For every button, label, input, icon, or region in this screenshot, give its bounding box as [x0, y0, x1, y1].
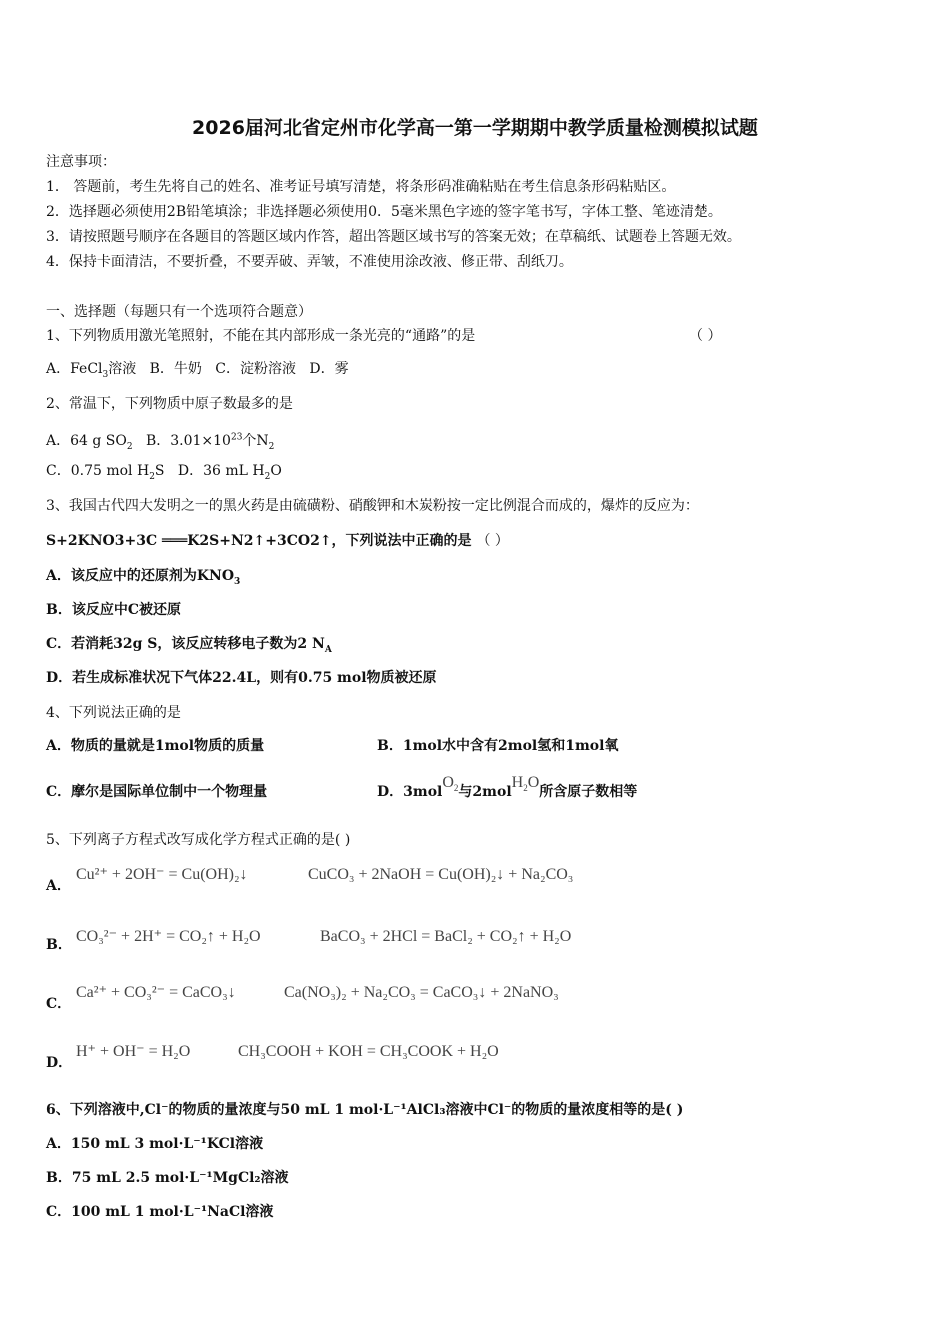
- notice-item-2: 2．选择题必须使用2B铅笔填涂；非选择题必须使用0．5毫米黑色字迹的签字笔书写，字体工整、笔迹清楚。: [46, 204, 722, 220]
- q2-option-c: C．0.75 mol $H_2S$: [46, 463, 165, 482]
- q2-stem: 2、常温下，下列物质中原子数最多的是: [46, 396, 293, 412]
- q2-option-b: B．$3.01\times 10^{23}$个$N_2$: [145, 432, 275, 452]
- q3-equation-text: S+2KNO3+3C ═══K2S+N2↑+3CO2↑，下列说法中正确的是: [46, 533, 472, 549]
- q4-options-ab: [46, 737, 619, 755]
- q5-stem: 5、下列离子方程式改写成化学方程式正确的是( ): [46, 832, 351, 848]
- q1-stem-text: 1、下列物质用激光笔照射，不能在其内部形成一条光亮的“通路”的是: [46, 328, 476, 344]
- notice-item-4: 4．保持卡面清洁，不要折叠，不要弄破、弄皱，不准使用涂改液、修正带、刮纸刀。: [46, 254, 573, 270]
- q5-option-a: A．: [46, 878, 71, 894]
- q5-a-ionic: Cu²⁺ + 2OH⁻ = Cu(OH)₂↓: [76, 866, 248, 883]
- q4-stem: 4、下列说法正确的是: [46, 705, 181, 721]
- q3-option-b: B．该反应中C被还原: [46, 602, 181, 618]
- q2-options-cd: [46, 462, 282, 486]
- q1-option-a: A．FeCl$_3$溶液: [46, 361, 137, 380]
- q5-option-b: B．: [46, 937, 72, 953]
- q6-option-c: C．100 mL 1 mol·L⁻¹NaCl溶液: [46, 1204, 274, 1220]
- q3-option-d: D．若生成标准状况下气体22.4L，则有0.75 mol物质被还原: [46, 670, 437, 686]
- q4-option-a: A．物质的量就是1mol物质的质量: [46, 738, 265, 754]
- notice-item-1: 1． 答题前，考生先将自己的姓名、准考证号填写清楚，将条形码准确粘贴在考生信息条形码粘贴区。: [46, 179, 676, 195]
- q3-option-c: C．若消耗32g S，该反应转移电子数为2 $N_A$: [46, 636, 332, 655]
- q1-options: [46, 360, 349, 384]
- q4-option-d: D．3molO$_2$与2molH$_2$O所含原子数相等: [377, 774, 638, 800]
- q1-answer-paren: （ ）: [689, 328, 722, 344]
- q5-d-molecular: CH₃COOH + KOH = CH₃COOK + H₂O: [238, 1043, 499, 1060]
- q3-equation: [46, 532, 509, 550]
- section-heading: 一、选择题（每题只有一个选项符合题意）: [46, 304, 312, 320]
- q5-d-ionic: H⁺ + OH⁻ = H₂O: [76, 1043, 191, 1060]
- q5-b-molecular: BaCO₃ + 2HCl = BaCl₂ + CO₂↑ + H₂O: [320, 928, 572, 945]
- q1-stem: [46, 327, 722, 345]
- q2-option-a: A．64 g $SO_2$: [46, 432, 133, 452]
- q6-option-b: B．75 mL 2.5 mol·L⁻¹MgCl₂溶液: [46, 1170, 289, 1186]
- q6-option-a: A．150 mL 3 mol·L⁻¹KCl溶液: [46, 1136, 264, 1152]
- q1-option-c: C．淀粉溶液: [215, 361, 297, 377]
- q5-c-ionic: Ca²⁺ + CO₃²⁻ = CaCO₃↓: [76, 984, 236, 1001]
- q3-stem: 3、我国古代四大发明之一的黑火药是由硫磺粉、硝酸钾和木炭粉按一定比例混合而成的，爆炸的反应为：: [46, 498, 699, 514]
- q5-c-molecular: Ca(NO₃)₂ + Na₂CO₃ = CaCO₃↓ + 2NaNO₃: [284, 984, 559, 1001]
- q5-a-molecular: CuCO₃ + 2NaOH = Cu(OH)₂↓ + Na₂CO₃: [308, 866, 574, 883]
- q3-option-a: A．该反应中的还原剂为$KNO_3$: [46, 568, 241, 587]
- page-title: 2026届河北省定州市化学高一第一学期期中教学质量检测模拟试题: [192, 117, 758, 139]
- notice-heading: 注意事项：: [46, 154, 116, 170]
- q4-option-c: C．摩尔是国际单位制中一个物理量: [46, 784, 268, 800]
- notice-item-3: 3．请按照题号顺序在各题目的答题区域内作答，超出答题区域书写的答案无效；在草稿纸、试题卷上答题无效。: [46, 229, 741, 245]
- q1-option-b: B．牛奶: [149, 361, 202, 377]
- q5-option-c: C．: [46, 996, 72, 1012]
- q5-option-d: D．: [46, 1055, 73, 1071]
- q3-answer-paren: （ ）: [476, 533, 509, 549]
- q4-option-b: B．1mol水中含有2mol氢和1mol氧: [377, 738, 619, 754]
- q2-options-ab: [46, 428, 274, 455]
- q4-options-cd: [46, 774, 638, 801]
- q5-b-ionic: CO₃²⁻ + 2H⁺ = CO₂↑ + H₂O: [76, 928, 261, 945]
- q2-option-d: D．36 mL $H_2O$: [177, 463, 282, 482]
- q1-option-d: D．雾: [309, 361, 349, 377]
- q6-stem: 6、下列溶液中,Cl⁻的物质的量浓度与50 mL 1 mol·L⁻¹AlCl₃溶液中Cl⁻的物质的量浓度相等的是( ): [46, 1102, 684, 1118]
